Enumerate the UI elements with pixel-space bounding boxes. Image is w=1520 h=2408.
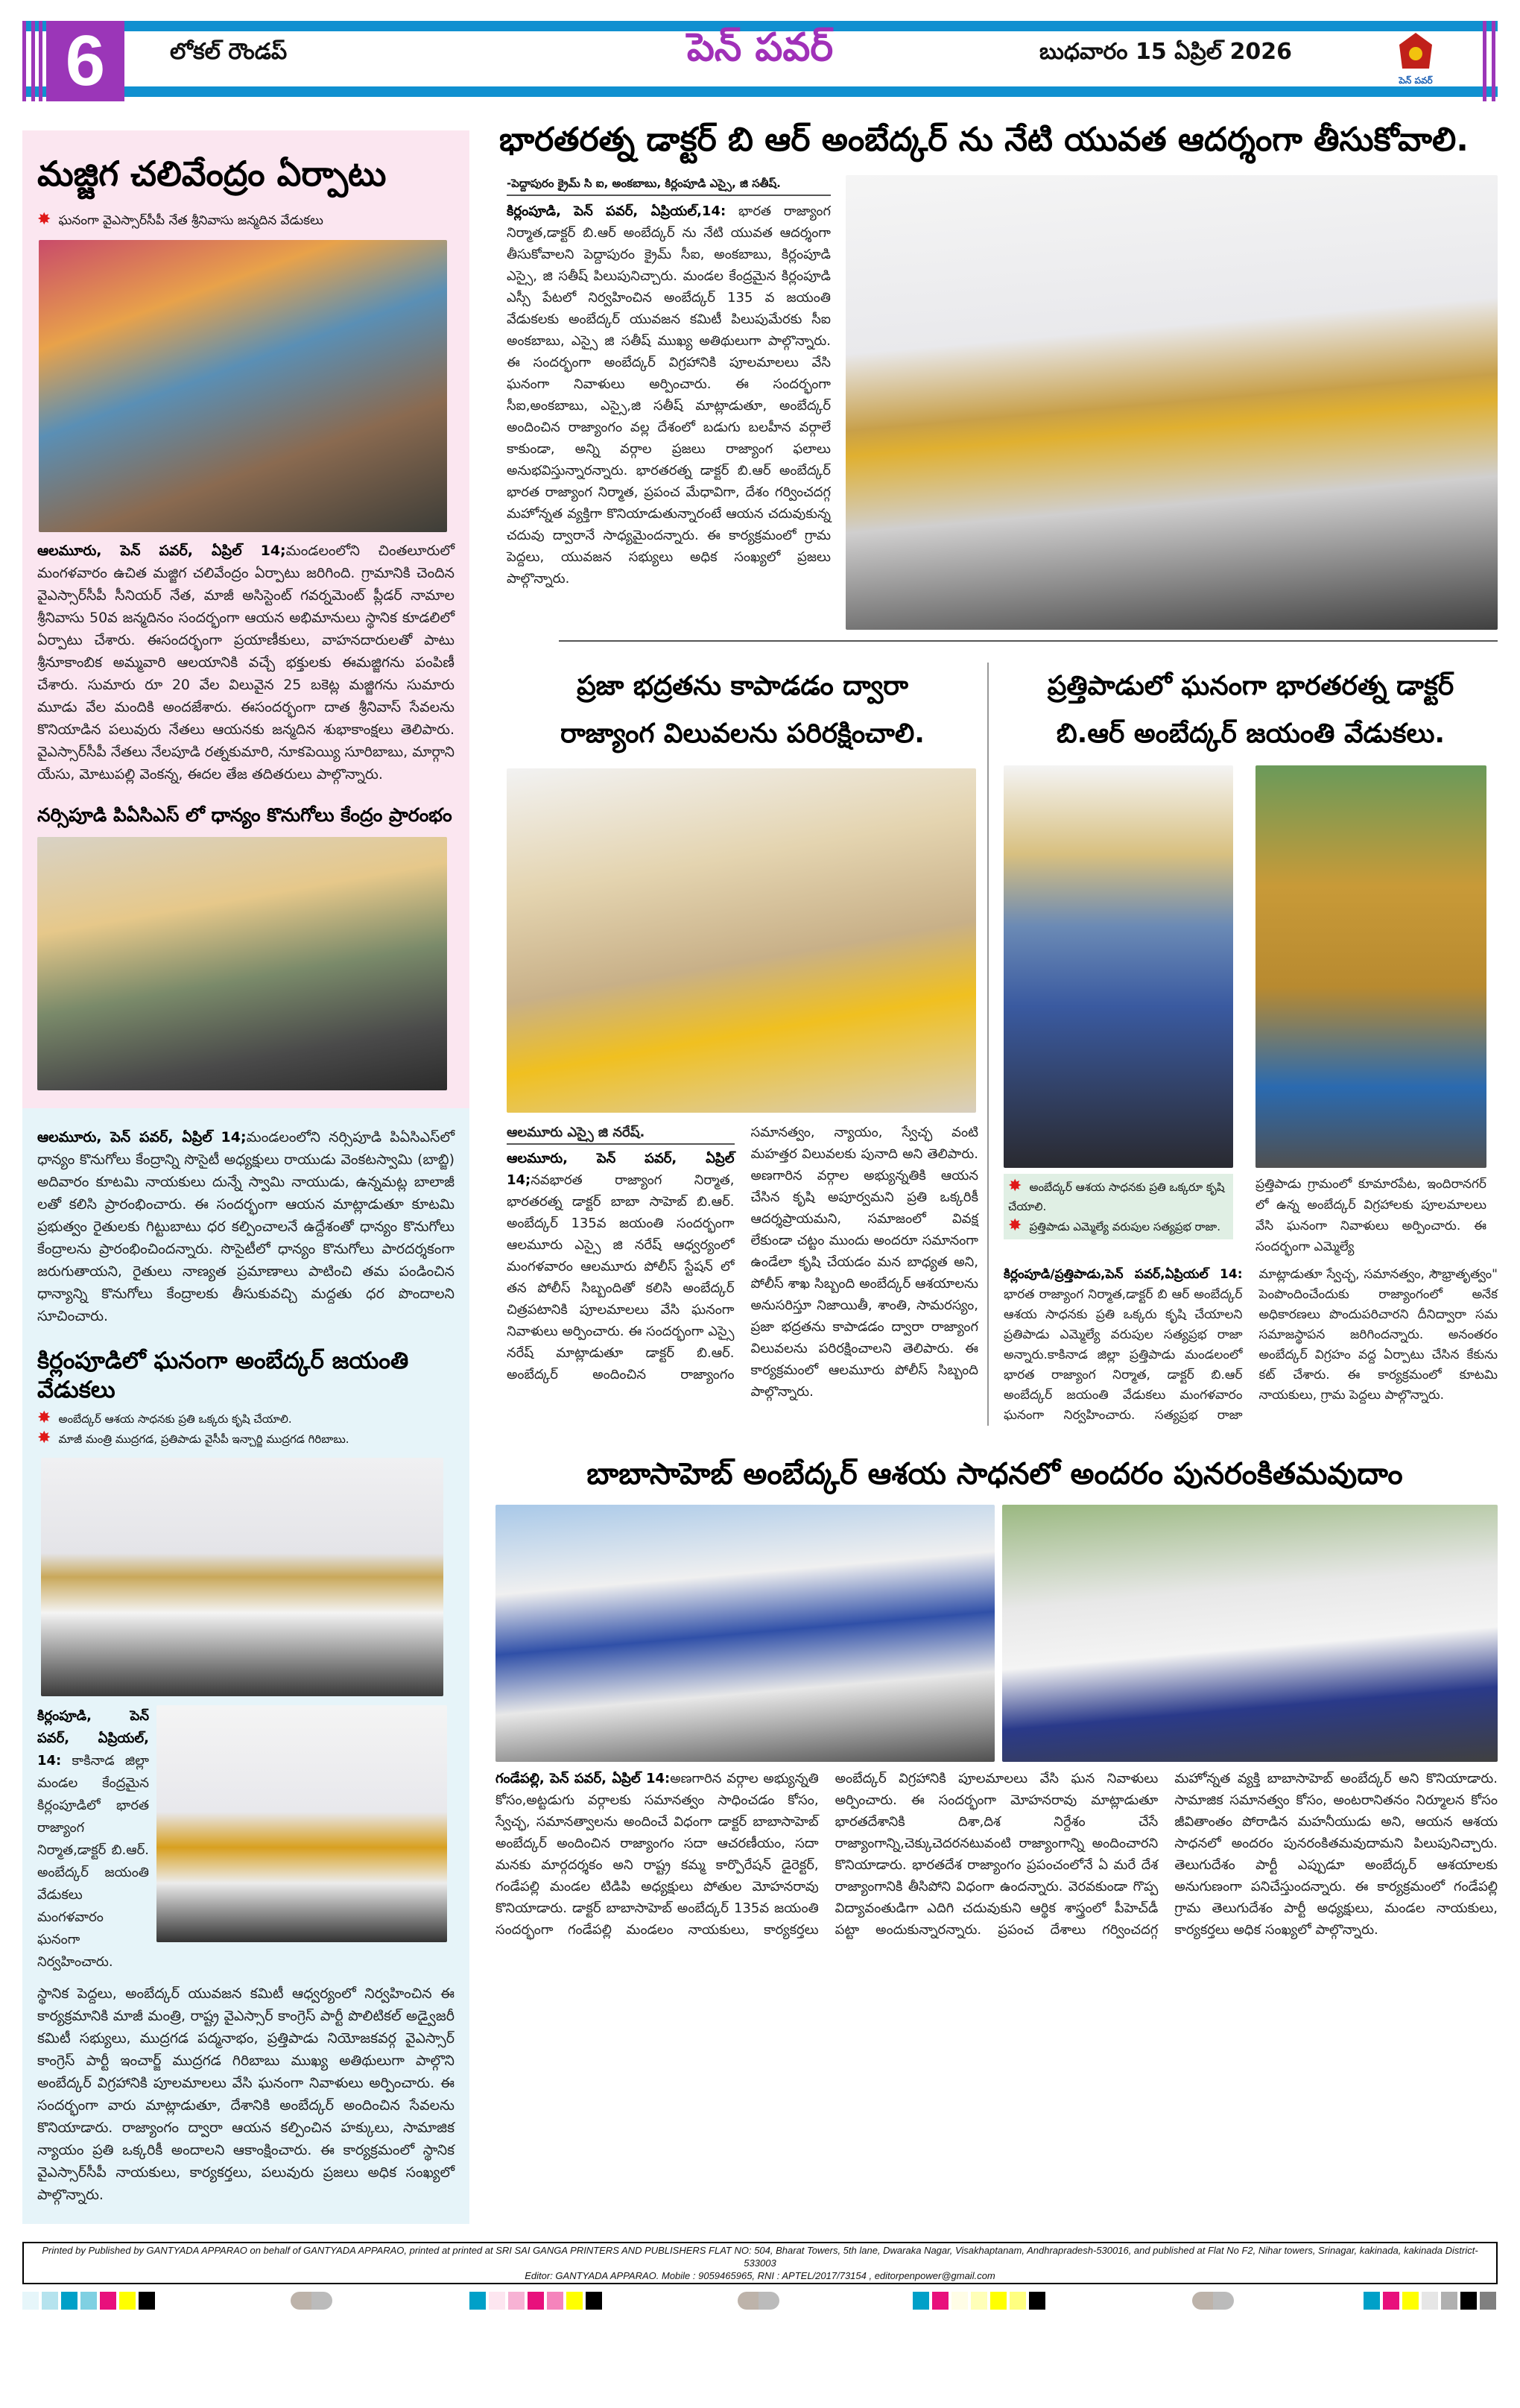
color-swatch: [586, 2292, 602, 2310]
registration-pill: [738, 2292, 779, 2310]
color-swatch: [100, 2292, 116, 2310]
photo-gandepalli-group: [495, 1505, 995, 1762]
story-body: [495, 1768, 1498, 1941]
issue-date: బుధవారం 15 ఏప్రిల్ 2026: [1039, 39, 1293, 65]
headline-line: రాజ్యాంగ విలువలను పరిరక్షించాలి.: [560, 718, 925, 749]
body-text: మండలంలోని చింతలూరులో మంగళవారం ఉచిత మజ్జిగ చలివేంద్రం ఏర్పాటు జరిగింది. గ్రామానికి చెందిన వైఎస్సార్‌సీపీ సీనియర్ నేత, మాజీ అసిస్టెంట్ గవర్నమెంట్ ప్లీడర్ నామాల శ్రీనివాసు 50వ జన్మదినం సందర్భంగా ఆయన అభిమానులు స్థానిక కూడలిలో ఏర్పాటు చేశారు. ఈసందర్భంగా ప్రయాణీకులు, వాహనదారులతో పాటు శ్రీనూకాంబిక అమ్మవారి ఆలయానికి వచ్చే భక్తులకు ఈమజ్జిగను పంపిణీ చేశారు. సుమారు రూ 20 వేల విలువైన 25 బకెట్ల మజ్జిగను సుమారు మూడు వేల మందికి అందజేశారు. ఈసందర్భంగా దాత శ్రీనివాస్ సేవలను కొనియాడిన పలువురు నేతలు ఆయనకు జన్మదిన శుభాకాంక్షలు తెలిపారు. వైఎస్సార్‌సీపీ నేతలు నేలపూడి రత్నకుమారి, నూకపెయ్యి సూరిబాబు, మార్గాని యేసు, మోటుపల్లి వెంకన్న, ఈదల తేజ తదితరులు పాల్గొన్నారు.: [37, 542, 455, 783]
story-headline: కిర్లంపూడిలో ఘనంగా అంబేద్కర్ జయంతి వేడుకలు: [37, 1347, 409, 1403]
star-bullet-icon: ✸: [37, 209, 51, 229]
color-swatch: [42, 2292, 58, 2310]
color-swatch: [61, 2292, 77, 2310]
dateline: ఆలమూరు, పెన్ పవర్, ఏప్రిల్ 14;: [37, 1128, 247, 1145]
story-body: స్థానిక పెద్దలు, అంబేద్కర్ యువజన కమిటీ ఆధ్వర్యంలో నిర్వహించిన ఈ కార్యక్రమానికి మాజీ మంత్రి, రాష్ట్ర వైఎస్సార్ కాంగ్రెస్ పార్టీ పొలిటికల్ అడ్వైజరీ కమిటీ సభ్యులు, ముద్రగడ పద్మనాభం, ప్రత్తిపాడు నియోజకవర్గ వైఎస్సార్ కాంగ్రెస్ పార్టీ ఇంచార్జ్ ముద్రగడ గిరిబాబు ముఖ్య అతిథులుగా పాల్గొని అంబేద్కర్ విగ్రహానికి పూలమాలలు వేసి ఘనంగా నివాళులు అర్పించారు. ఈ సందర్భంగా వారు మాట్లాడుతూ, దేశానికి అంబేద్కర్ అందించిన సేవలను కొనియాడారు. రాజ్యాంగం ద్వారా ఆయన కల్పించిన హక్కులు, సామాజిక న్యాయం ప్రతి ఒక్కరికీ అందాలని ఆకాంక్షించారు. ఈ కార్యక్రమంలో స్థానిక వైఎస్సార్‌సీపీ నాయకులు, కార్యకర్తలు, పలువురు ప్రజలు అధిక సంఖ్యలో పాల్గొన్నారు.: [37, 1985, 455, 2204]
header-stripe: [31, 21, 35, 101]
color-swatch: [1480, 2292, 1496, 2310]
color-swatch: [971, 2292, 987, 2310]
color-swatch: [469, 2292, 486, 2310]
headline-line: ప్రత్తిపాడులో ఘనంగా భారతరత్న డాక్టర్: [1047, 671, 1454, 701]
left-column: [22, 130, 469, 2224]
headline-line: బి.ఆర్ అంబేద్కర్ జయంతి వేడుకలు.: [1056, 718, 1445, 749]
story-body: [37, 540, 455, 786]
story-body: [507, 1122, 978, 1403]
color-swatch: [508, 2292, 525, 2310]
color-swatch: [1402, 2292, 1419, 2310]
color-swatch: [547, 2292, 563, 2310]
police-story: [492, 663, 987, 1426]
svg-text:పెన్ పవర్: పెన్ పవర్: [1399, 75, 1433, 86]
photo-police-tribute: [507, 768, 976, 1113]
headline-line: ప్రజా భద్రతను కాపాడడం ద్వారా: [577, 671, 908, 701]
divider: [559, 640, 1498, 642]
page-number: 6: [46, 21, 124, 101]
bullet-text: మాజీ మంత్రి ముద్రగడ, ప్రతిపాడు వైసీపీ ఇన్చార్జి ముద్రగడ గిరిబాబు.: [58, 1432, 349, 1447]
color-swatch: [932, 2292, 949, 2310]
color-swatch: [1029, 2292, 1045, 2310]
body-text: మండలంలోని నర్సిపూడి పిఏసిఎస్‌లో ధాన్యం కొనుగోలు కేంద్రాన్ని సొసైటీ అధ్యక్షులు రాయుడు వెంకటస్వామి (బాబ్జి) అదివారం కూటమి నాయకులు దున్నే స్వామి నాయుడు, ఉన్నమట్ల బాలాజీ లతో కలిసి ప్రారంభించారు. ఈ సందర్భంగా ఆయన మాట్లాడుతూ కూటమి ప్రభుత్వం రైతులకు గిట్టుబాటు ధర కల్పించాలనే ఉద్దేశంతో ధాన్యం కొనుగోలు కేంద్రాలను ప్రారంభించిందన్నారు. సొసైటీలో ధాన్యం కొనుగోలు పారదర్శకంగా జరుగుతాయని, రైతులు నాణ్యత ప్రమాణాలు పాటించి తమ పండించిన ధాన్యాన్ని కొనుగోలు కేంద్రాలకు తీసుకువచ్చి మద్దతు ధర పొందాలని సూచించారు.: [37, 1128, 455, 1324]
bullet-text: అంబేద్కర్ ఆశయ సాధనకు ప్రతి ఒక్కరు కృషి చేయాలి.: [58, 1412, 292, 1426]
bullet-text: ప్రత్తిపాడు ఎమ్మెల్యే వరుపుల సత్యప్రభ రాజా.: [1029, 1220, 1221, 1233]
right-area: [492, 119, 1498, 2224]
color-swatch: [913, 2292, 929, 2310]
dateline: కిర్లంపూడి, పెన్ పవర్, ఏప్రియల్, 14:: [37, 1708, 149, 1769]
registration-pill: [1192, 2292, 1234, 2310]
star-bullet-icon: ✸: [37, 1429, 51, 1448]
color-swatch: [1364, 2292, 1380, 2310]
color-swatch: [1010, 2292, 1026, 2310]
star-bullet-icon: ✸: [37, 1409, 51, 1428]
story-headline: [1004, 663, 1498, 758]
story-headline: నర్సిపూడి పిఏసిఎస్ లో ధాన్యం కొనుగోలు కేంద్రం ప్రారంభం: [37, 803, 452, 826]
body-text: భారత రాజ్యాంగ నిర్మాత,డాక్టర్ బి ఆర్ అంబేద్కర్ ఆశయ సాధనకు ప్రతి ఒక్కరు కృషి చేయాలని ప్రతిపాడు ఎమ్మెల్యే వరుపుల సత్యప్రభ రాజా అన్నారు.కాకినాడ జిల్లా ప్రత్తిపాడు మండలంలో భారత రాజ్యాంగ నిర్మాత, డాక్టర్ బి.ఆర్ అంబేద్కర్ జయంతి వేడుకలు మంగళవారం ఘనంగా నిర్వహించారు. సత్యప్రభ రాజా మాట్లాడుతూ స్వేచ్ఛ, సమానత్వం, సౌభ్రాతృత్వం" పెంపొందించేందుకు రాజ్యాంగంలో అనేక అధికారణలు పొందుపరిచారని దీనిద్వారా సమ సమాజస్థాపన జరిగిందన్నారు. అనంతరం అంబేద్కర్ విగ్రహం వద్ద ఏర్పాటు చేసిన కేకును కట్ చేశారు. ఈ కార్యక్రమంలో కూటమి నాయకులు, గ్రామ పెద్దలు పాల్గొన్నారు.: [1004, 1267, 1498, 1423]
photo-statue-garland: [156, 1705, 447, 1942]
header-stripe: [1492, 21, 1495, 101]
dateline: ఆలమూరు, పెన్ పవర్, ఏప్రిల్ 14;: [37, 542, 286, 559]
story-headline: మజ్జిగ చలివేంద్రం ఏర్పాటు: [37, 154, 387, 194]
story-byline: -పెద్దాపురం క్రైమ్ సి ఐ, అంకబాబు, కిర్లంపూడి ఎస్సై, జి సతీష్.: [507, 175, 831, 196]
story-byline: ఆలమూరు ఎస్సై జి నరేష్.: [507, 1122, 735, 1145]
body-text: భారత రాజ్యాంగ నిర్మాత,డాక్టర్ బి.ఆర్ అంబేద్కర్ ను నేటి యువత ఆదర్శంగా తీసుకోవాలని పెద్దాపురం క్రైమ్ సీఐ, అంకబాబు, కిర్లంపూడి ఎస్సై, జి సతీష్ పిలుపునిచ్చారు. మండల కేంద్రమైన కిర్లంపూడి ఎస్సీ పేటలో నిర్వహించిన అంబేద్కర్ 135 వ జయంతి వేడుకలకు అంబేద్కర్ యువజన కమిటీ పిలుపుమేరకు సీఐ అంకబాబు, ఎస్సై జి సతీష్ ముఖ్య అతిథులుగా పాల్గొన్నారు. ఈ సందర్భంగా అంబేద్కర్ విగ్రహానికి పూలమాలలు వేసి ఘనంగా నివాళులు అర్పించారు. ఈ సందర్భంగా సీఐ,అంకబాబు, ఎస్సై,జి సతీష్ మాట్లాడుతూ, అంబేద్కర్ అందించిన రాజ్యాంగం వల్ల దేశంలో బడుగు బలహీన వర్గాలే కాకుండా, అన్ని వర్గాల ప్రజలు రాజ్యాంగ ఫలాలు అనుభవిస్తున్నారన్నారు. భారతరత్న డాక్టర్ బి.ఆర్ అంబేద్కర్ భారత రాజ్యాంగ నిర్మాత, ప్రపంచ మేధావిగా, దేశం గర్వించదగ్గ మహోన్నత వ్యక్తిగా కొనియాడుతున్నారంటే ఆయన చదువుకున్న చదువు ద్వారానే సాధ్యమైందన్నారు. ఈ కార్యక్రమంలో గ్రామ పెద్దలు, యువజన సభ్యులు అధిక సంఖ్యలో ప్రజలు పాల్గొన్నారు.: [507, 203, 831, 587]
photo-buttermilk-stall: [39, 240, 447, 532]
dateline: ఆలమూరు, పెన్ పవర్, ఏప్రిల్ 14;: [507, 1151, 735, 1188]
dateline: కిర్లంపూడి, పెన్ పవర్, ఏప్రియల్,14:: [507, 203, 726, 219]
story-body: [37, 1126, 455, 1327]
color-swatch: [139, 2292, 155, 2310]
dateline: కిర్లంపూడి/ప్రత్తిపాడు,పెన్ పవర్,ఏప్రియల్ 14:: [1004, 1267, 1243, 1282]
color-swatch: [528, 2292, 544, 2310]
imprint-line: Printed by Published by GANTYADA APPARAO on behalf of GANTYADA APPARAO, printed at printed at SRI SAI GANGA PRINTERS AND PUBLISHERS FLAT NO: 504, Bharat Towers, 5th lane, Dwaraka Nagar, Visakhaptanam, Andhrapradesh-530016, and published at Flat No F2, Nihar towers, Srinagar, kakinada, kakinada District-533003: [42, 2245, 1478, 2269]
header-stripe: [22, 21, 26, 101]
story-headline: బాబాసాహెబ్ అంబేద్కర్ ఆశయ సాధనలో అందరం పునరంకితమవుదాం: [586, 1457, 1403, 1491]
color-swatch: [22, 2292, 39, 2310]
story-side-body: [37, 1705, 149, 1974]
color-swatch: [119, 2292, 136, 2310]
color-swatch: [489, 2292, 505, 2310]
color-swatch: [990, 2292, 1007, 2310]
story-headline: [507, 663, 978, 758]
story-subhead: [37, 209, 455, 231]
color-swatch: [80, 2292, 97, 2310]
color-swatch: [1460, 2292, 1477, 2310]
photo-grain-centre-opening: [37, 837, 447, 1090]
left-blue-panel: [22, 1108, 469, 2225]
bullet-text: అంబేద్కర్ ఆశయ సాధనకు ప్రతి ఒక్కరూ కృషి చేయాలి.: [1008, 1181, 1225, 1213]
story-bullets: [37, 1409, 455, 1449]
body-text: అణగారిన వర్గాల అభ్యున్నతి కోసం,అట్టడుగు వర్గాలకు సమానత్వం సాధించడం కోసం, స్వేచ్ఛ, సమానత్వాలను అందించే విధంగా డాక్టర్ బాబాసాహెబ్ అంబేద్కర్ అందించిన రాజ్యాంగం సదా ఆచరణీయం, సదా మనకు మార్గదర్శకం అని రాష్ట్ర కమ్మ కార్పొరేషన్ డైరెక్టర్, గండేపల్లి మండల టిడిపి అధ్యక్షులు పోతుల మోహనరావు కొనియాడారు. డాక్టర్ బాబాసాహెబ్ అంబేద్కర్ 135వ జయంతి సందర్భంగా గండేపల్లి మండలం నాయకులు, కార్యకర్తలు అంబేద్కర్ విగ్రహానికి పూలమాలలు వేసి ఘన నివాళులు అర్పించారు. ఈ సందర్భంగా మోహనరావు మాట్లాడుతూ భారతదేశానికి దిశా,దిశ నిర్దేశం చేసే రాజ్యాంగాన్ని,చెక్కుచెదరనటువంటి రాజ్యాంగాన్ని అందించారని కొనియాడారు. భారతదేశ రాజ్యాంగం ప్రపంచంలోనే ఏ మరే దేశ రాజ్యాంగానికి తీసిపోని విధంగా ఉందన్నారు. వెరవకుండా గొప్ప విద్యావంతుడిగా ఎదిగి చదువుకుని ఆర్థిక శాస్త్రంలో పీహెచ్‌డీ పట్టా అందుకున్నారన్నారు. ప్రపంచ దేశాలు గర్వించదగ్గ మహోన్నత వ్యక్తి బాబాసాహెబ్ అంబేద్కర్ అని కొనియాడారు. సామాజిక సమానత్వం కోసం, అంటరానితనం నిర్మూలన కోసం జీవితాంతం పోరాడిన మహనీయుడు అని, ఆయన ఆశయ సాధనలో అందరం పునరంకితమవుదామని పిలుపునిచ్చారు. తెలుగుదేశం పార్టీ ఎప్పుడూ అంబేద్కర్ ఆశయాలకు అనుగుణంగా పనిచేస్తుందన్నారు. ఈ కార్యక్రమంలో గండేపల్లి గ్రామ తెలుగుదేశం పార్టీ అధ్యక్షులు, మండల నాయకులు, కార్యకర్తలు అధిక సంఖ్యలో పాల్గొన్నారు.: [495, 1771, 1498, 1938]
left-pink-panel: [22, 130, 469, 1108]
dateline: గండేపల్లి, పెన్ పవర్, ఏప్రిల్ 14:: [495, 1771, 671, 1786]
photo-prathipadu-celebration: [1004, 765, 1233, 1168]
imprint-line: Editor: GANTYADA APPARAO. Mobile : 9059465965, RNI : APTEL/2017/73154 , editorpenpower@gmail.com: [525, 2270, 995, 2282]
color-swatch: [1441, 2292, 1457, 2310]
story-body: [507, 200, 831, 590]
photo-ambedkar-statue-garlanding: [846, 175, 1498, 630]
section-title: లోకల్ రౌండప్: [170, 39, 288, 65]
photo-kirlampudi-statue: [41, 1458, 443, 1696]
header-stripe: [1483, 21, 1486, 101]
story-side-body: ప్రత్తిపాడు గ్రామంలో కూమారపేట, ఇందిరానగర్ లో ఉన్న అంబేద్కర్ విగ్రహాలకు పూలమాలలు వేసి ఘనంగా నివాళులు అర్పించారు. ఈ సందర్భంగా ఎమ్మెల్యే: [1255, 1177, 1486, 1254]
registration-pill: [291, 2292, 332, 2310]
body-text: కాకినాడ జిల్లా మండల కేంద్రమైన కిర్లంపూడిలో భారత రాజ్యాంగ నిర్మాత,డాక్టర్ బి.ఆర్. అంబేద్కర్ జయంతి వేడుకలు మంగళవారం ఘనంగా నిర్వహించారు.: [37, 1753, 149, 1971]
color-swatch: [566, 2292, 583, 2310]
color-swatch: [1383, 2292, 1399, 2310]
masthead-title: పెన్ పవర్: [686, 25, 834, 70]
imprint-footer: [22, 2242, 1498, 2284]
page-body: [0, 119, 1520, 2224]
star-bullet-icon: ✸: [1008, 1216, 1022, 1235]
subhead-text: ఘనంగా వైఎస్సార్‌సీపీ నేత శ్రీనివాసు జన్మదిన వేడుకలు: [58, 212, 323, 228]
story-bullets: [1004, 1174, 1233, 1239]
page-header: [0, 0, 1520, 112]
photo-ambedkar-statue-prathipadu: [1255, 765, 1486, 1168]
photo-gandepalli-leaders: [1002, 1505, 1498, 1762]
story-body: [1004, 1265, 1498, 1426]
story-headline: భారతరత్న డాక్టర్ బి ఆర్ అంబేద్కర్ ను నేటి యువత ఆదర్శంగా తీసుకోవాలి.: [499, 121, 1469, 159]
color-swatch: [1422, 2292, 1438, 2310]
color-registration-bar: [0, 2284, 1520, 2314]
header-bottom-band: [22, 86, 1498, 97]
newspaper-logo: [1393, 31, 1438, 91]
color-swatch: [951, 2292, 968, 2310]
prathipadu-story: [989, 663, 1498, 1426]
header-stripe: [39, 21, 42, 101]
body-text: నవభారత రాజ్యాంగ నిర్మాత, భారతరత్న డాక్టర్ బాబా సాహెబ్ బి.ఆర్. అంబేద్కర్ 135వ జయంతి సందర్భంగా ఆలమూరు ఎస్సై జి నరేష్ ఆధ్వర్యంలో మంగళవారం ఆలమూరు పోలీస్ స్టేషన్ లో తన పోలీస్ సిబ్బందితో కలిసి అంబేద్కర్ చిత్రపటానికి పూలమాలలు వేసి ఘనంగా నివాళులు అర్పించారు. ఈ సందర్భంగా ఎస్సై నరేష్ మాట్లాడుతూ డాక్టర్ బి.ఆర్. అంబేద్కర్ అందించిన రాజ్యాంగం సమానత్వం, న్యాయం, స్వేచ్ఛ వంటి మహత్తర విలువలకు పునాది అని తెలిపారు. అణగారిన వర్గాల అభ్యున్నతికి ఆయన చేసిన కృషి అపూర్వమని ప్రతి ఒక్కరికీ ఆదర్శప్రాయమని, సమాజంలో వివక్ష లేకుండా చట్టం ముందు అందరూ సమానంగా ఉండేలా కృషి చేయడం మన బాధ్యత అని, పోలీస్ శాఖ సిబ్బంది అంబేద్కర్ ఆశయాలను అనుసరిస్తూ నిజాయితీ, శాంతి, సామరస్యం, ప్రజా భద్రతను కాపాడడం ద్వారా రాజ్యాంగ విలువలను పరిరక్షించాలని తెలిపారు. ఈ కార్యక్రమంలో ఆలమూరు పోలీస్ సిబ్బంది పాల్గొన్నారు.: [507, 1125, 978, 1400]
star-bullet-icon: ✸: [1008, 1177, 1022, 1195]
